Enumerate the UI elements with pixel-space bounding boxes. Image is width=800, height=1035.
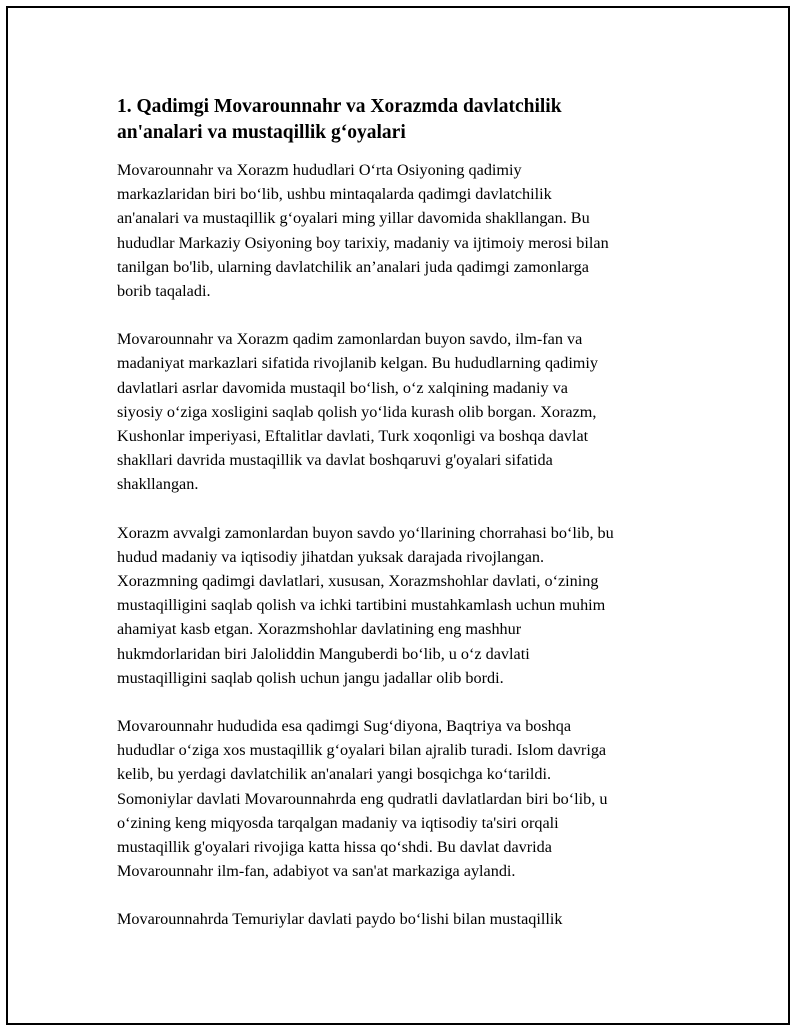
document-body <box>117 94 697 956</box>
section-title: 1. Qadimgi Movarounnahr va Xorazmda davlatchilik an'analari va mustaqillik g‘oyalari <box>117 96 562 143</box>
paragraph-3: Xorazm avvalgi zamonlardan buyon savdo yo‘llarining chorrahasi bo‘lib, bu hudud madaniy va iqtisodiy jihatdan yuksak darajada rivojlangan. Xorazmning qadimgi davlatlari, xususan, Xorazmshohlar davlati, o‘zining mustaqilligini saqlab qolish va ichki tartibini mustahkamlash uchun muhim ahamiyat kasb etgan. Xorazmshohlar davlatining eng mashhur hukmdorlaridan biri Jaloliddin Manguberdi bo‘lib, u o‘z davlati mustaqilligini saqlab qolish uchun jangu jadallar olib bordi. <box>117 523 614 687</box>
paragraph-4: Movarounnahr hududida esa qadimgi Sug‘diyona, Baqtriya va boshqa hududlar o‘ziga xos mustaqillik g‘oyalari bilan ajralib turadi. Islom davriga kelib, bu yerdagi davlatchilik an'analari yangi bosqichga ko‘tarildi. Somoniylar davlati Movarounnahrda eng qudratli davlatlardan biri bo‘lib, u o‘zining keng miqyosda tarqalgan madaniy va iqtisodiy ta'siri orqali mustaqillik g'oyalari rivojiga katta hissa qo‘shdi. Bu davlat davrida Movarounnahr ilm-fan, adabiyot va san'at markaziga aylandi. <box>117 717 608 881</box>
paragraph-5: Movarounnahrda Temuriylar davlati paydo bo‘lishi bilan mustaqillik <box>117 910 563 929</box>
paragraph-1: Movarounnahr va Xorazm hududlari O‘rta Osiyoning qadimiy markazlaridan biri bo‘lib, ushbu mintaqalarda qadimgi davlatchilik an'analari va mustaqillik g‘oyalari ming yillar davomida shakllangan. Bu hududlar Markaziy Osiyoning boy tarixiy, madaniy va ijtimoiy merosi bilan tanilgan bo'lib, ularning davlatchilik an’analari juda qadimgi zamonlarga borib taqaladi. <box>117 161 609 301</box>
paragraph-2: Movarounnahr va Xorazm qadim zamonlardan buyon savdo, ilm-fan va madaniyat markazlari sifatida rivojlanib kelgan. Bu hududlarning qadimiy davlatlari asrlar davomida mustaqil bo‘lish, o‘z xalqining madaniy va siyosiy o‘ziga xosligini saqlab qolish yo‘lida kurash olib borgan. Xorazm, Kushonlar imperiyasi, Eftalitlar davlati, Turk xoqonligi va boshqa davlat shakllari davrida mustaqillik va davlat boshqaruvi g'oyalari sifatida shakllangan. <box>117 330 598 494</box>
